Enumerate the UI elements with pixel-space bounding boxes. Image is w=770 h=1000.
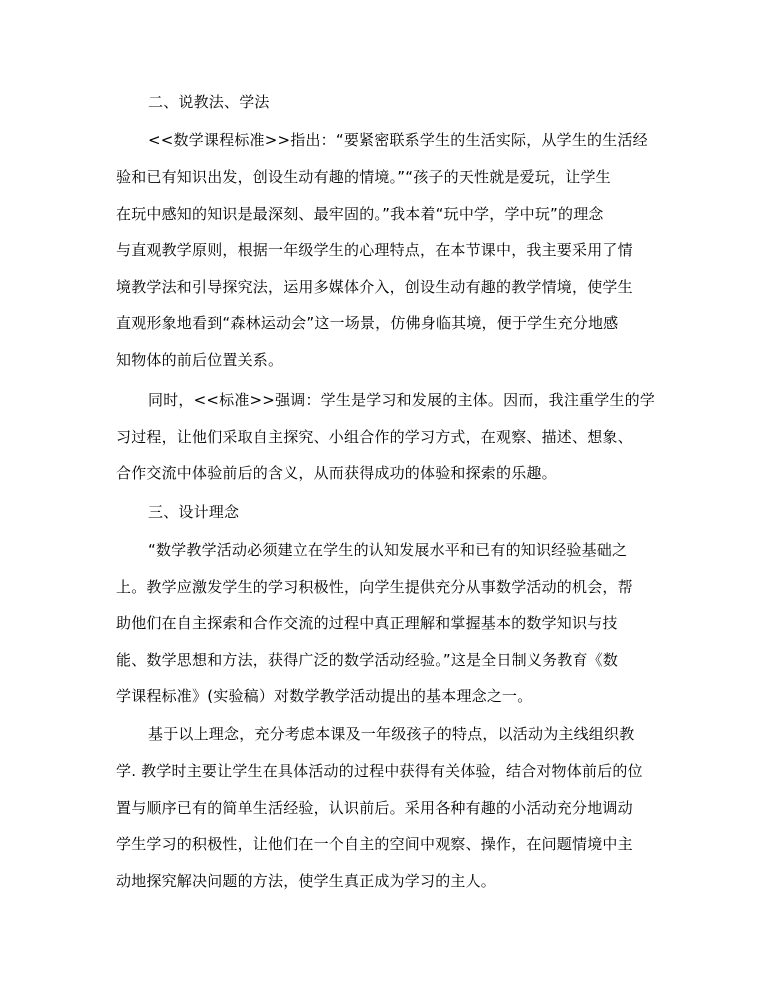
paragraph-line: 能、数学思想和方法，获得广泛的数学活动经验。”这是全日制义务教育《数 xyxy=(116,651,619,669)
paragraph-line: 在玩中感知的知识是最深刻、最牢固的。”我本着“玩中学，学中玩”的理念 xyxy=(116,205,604,223)
paragraph-line: 学生学习的积极性，让他们在一个自主的空间中观察、操作，在问题情境中主 xyxy=(116,835,633,853)
paragraph-line: 合作交流中体验前后的含义，从而获得成功的体验和探索的乐趣。 xyxy=(116,464,557,482)
paragraph-line: 习过程，让他们采取自主探究、小组合作的学习方式，在观察、描述、想象、 xyxy=(116,428,633,446)
paragraph-line: 上。教学应激发学生的学习积极性，向学生提供充分从事数学活动的机会，帮 xyxy=(116,578,633,596)
paragraph-line: 置与顺序已有的简单生活经验，认识前后。采用各种有趣的小活动充分地调动 xyxy=(116,799,633,817)
paragraph-line: “数学教学活动必须建立在学生的认知发展水平和已有的知识经验基础之 xyxy=(148,541,628,559)
paragraph-line: <<数学课程标准>>指出：“要紧密联系学生的生活实际，从学生的生活经 xyxy=(148,131,648,149)
paragraph-line: 助他们在自主探索和合作交流的过程中真正理解和掌握基本的数学知识与技 xyxy=(116,614,618,632)
paragraph-line: 直观形象地看到“森林运动会”这一场景，仿佛身临其境，便于学生充分地感 xyxy=(116,314,619,332)
paragraph-line: 境教学法和引导探究法，运用多媒体介入，创设生动有趣的教学情境，使学生 xyxy=(116,278,633,296)
heading-design-philosophy: 三、设计理念 xyxy=(148,503,240,521)
paragraph-line: 知物体的前后位置关系。 xyxy=(116,351,284,369)
paragraph-line: 基于以上理念，充分考虑本课及一年级孩子的特点，以活动为主线组织教 xyxy=(148,725,635,743)
paragraph-line: 验和已有知识出发，创设生动有趣的情境。”“孩子的天性就是爱玩，让学生 xyxy=(116,168,611,186)
paragraph-line: 学课程标准》(实验稿）对数学教学活动提出的基本理念之一。 xyxy=(116,687,533,705)
paragraph-line: 动地探究解决问题的方法，使学生真正成为学习的主人。 xyxy=(116,872,497,890)
paragraph-line: 学. 教学时主要让学生在具体活动的过程中获得有关体验，结合对物体前后的位 xyxy=(116,762,643,780)
paragraph-line: 与直观教学原则，根据一年级学生的心理特点，在本节课中，我主要采用了情 xyxy=(116,241,633,259)
heading-teaching-methods: 二、说教法、学法 xyxy=(148,93,270,111)
paragraph-line: 同时，<<标准>>强调：学生是学习和发展的主体。因而，我注重学生的学 xyxy=(148,391,656,409)
